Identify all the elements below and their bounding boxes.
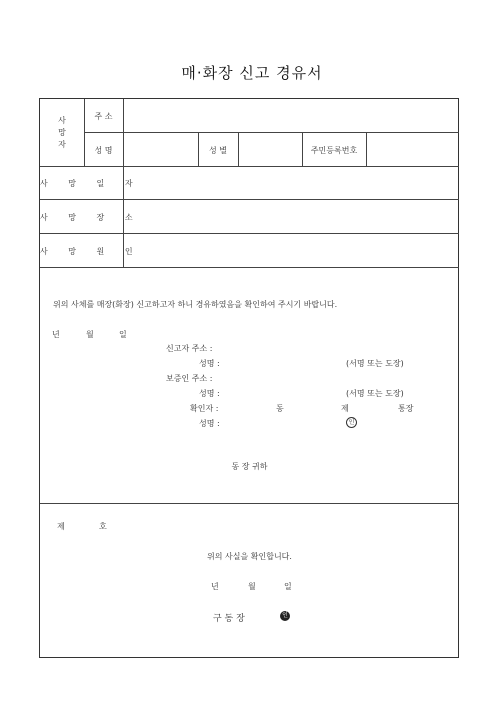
reporter-address-label: 신고자 주소 : xyxy=(166,344,213,353)
confirmer-name-label: 성명 : xyxy=(199,419,220,428)
row-divider xyxy=(40,166,459,167)
confirmation-number-prefix: 제 xyxy=(57,522,65,531)
name-field[interactable] xyxy=(124,134,197,164)
confirmer-je: 제 xyxy=(341,404,349,413)
gender-label: 성 별 xyxy=(209,146,227,155)
request-day: 일 xyxy=(119,330,127,339)
deceased-group-label xyxy=(40,115,84,151)
death-date-text: 사 망 일 자 xyxy=(40,179,142,188)
request-month: 월 xyxy=(86,330,94,339)
group-char: 자 xyxy=(58,140,66,149)
group-char: 사 xyxy=(58,116,66,125)
confirmation-statement: 위의 사실을 확인합니다. xyxy=(207,552,292,561)
rrn-field[interactable] xyxy=(367,134,458,164)
confirmation-signer: 구 동 장 xyxy=(213,614,245,624)
request-statement: 위의 사체를 매장(화장) 신고하고자 하니 경유하였음을 확인하여 주시기 바랍니다. xyxy=(53,300,338,309)
death-cause-field[interactable] xyxy=(124,235,458,265)
death-cause-label xyxy=(40,246,142,257)
section-divider xyxy=(40,503,459,504)
reporter-sign-note: (서명 또는 도장) xyxy=(346,359,404,368)
guarantor-address-label: 보증인 주소 : xyxy=(166,374,213,383)
address-label: 주 소 xyxy=(94,112,113,121)
death-cause-text: 사 망 원 인 xyxy=(40,247,142,256)
death-place-field[interactable] xyxy=(124,201,458,231)
request-year: 년 xyxy=(52,330,60,339)
confirmer-dong: 동 xyxy=(276,404,284,413)
guarantor-name-label: 성명 : xyxy=(199,389,220,398)
confirmer-label: 확인자 : xyxy=(190,404,219,413)
confirmation-month: 월 xyxy=(248,582,256,591)
death-place-label xyxy=(40,212,142,223)
guarantor-sign-note: (서명 또는 도장) xyxy=(346,389,404,398)
reporter-name-label: 성명 : xyxy=(199,359,220,368)
row-divider xyxy=(84,132,459,133)
confirmation-number-suffix: 호 xyxy=(99,522,107,531)
seal-mark: 인 xyxy=(346,417,357,428)
page-title: 매·화장 신고 경유서 xyxy=(181,64,323,82)
name-label: 성 명 xyxy=(94,146,113,155)
request-addressee: 동 장 귀하 xyxy=(231,462,268,471)
report-form xyxy=(39,98,459,658)
row-divider xyxy=(40,199,459,200)
stamp-mark: 인 xyxy=(280,611,290,621)
row-divider xyxy=(40,233,459,234)
gender-field[interactable] xyxy=(239,134,301,164)
death-date-field[interactable] xyxy=(124,168,458,198)
confirmation-year: 년 xyxy=(211,582,219,591)
confirmation-day: 일 xyxy=(284,582,292,591)
stamp-icon xyxy=(280,610,290,621)
group-char: 망 xyxy=(58,128,66,137)
death-date-label xyxy=(40,178,142,189)
confirmer-tongjang: 통장 xyxy=(398,404,414,413)
seal-icon xyxy=(346,417,357,428)
death-place-text: 사 망 장 소 xyxy=(40,213,142,222)
rrn-label: 주민등록번호 xyxy=(310,146,358,155)
address-field[interactable] xyxy=(124,101,458,131)
row-divider xyxy=(40,267,459,268)
